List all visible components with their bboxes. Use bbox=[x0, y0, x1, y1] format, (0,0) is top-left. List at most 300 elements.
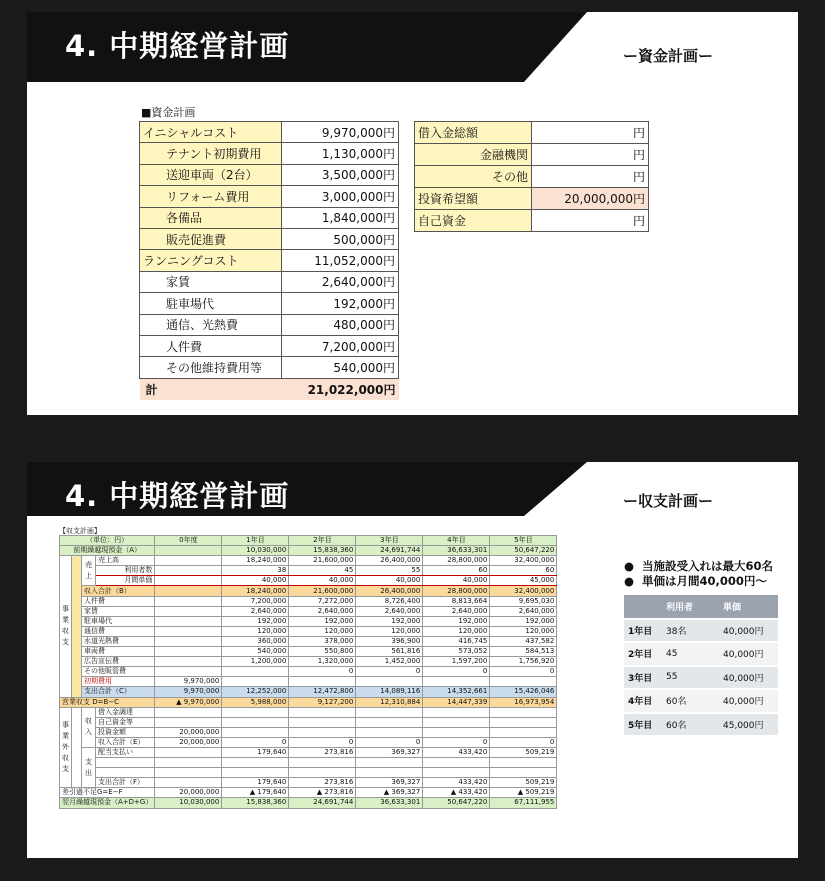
value-cell: 50,647,220 bbox=[423, 798, 490, 808]
value-cell bbox=[490, 758, 557, 768]
slide-title: 4. 中期経営計画 bbox=[65, 29, 290, 63]
funding-label: その他 bbox=[415, 166, 532, 188]
table-row bbox=[60, 556, 557, 566]
row-label: 月間単価 bbox=[96, 576, 155, 586]
row-label: 翌月繰越現預金（A+D+G） bbox=[60, 798, 155, 808]
value-cell bbox=[222, 707, 289, 717]
table-row bbox=[140, 293, 399, 314]
value-cell: 120,000 bbox=[490, 626, 557, 636]
cost-label: ランニングコスト bbox=[140, 250, 282, 271]
table-row bbox=[415, 188, 649, 210]
value-cell bbox=[356, 677, 423, 687]
funding-label: 自己資金 bbox=[415, 210, 532, 232]
column-header: 3年目 bbox=[356, 536, 423, 546]
value-cell: 24,691,744 bbox=[289, 798, 356, 808]
table-row bbox=[624, 713, 778, 737]
value-cell bbox=[356, 717, 423, 727]
value-cell: ▲ 9,970,000 bbox=[155, 697, 222, 707]
value-cell bbox=[222, 667, 289, 677]
value-cell: 179,640 bbox=[222, 747, 289, 757]
value-cell bbox=[155, 667, 222, 677]
value-cell: 2,640,000 bbox=[222, 606, 289, 616]
table-row bbox=[140, 164, 399, 185]
cost-label: テナント初期費用 bbox=[140, 143, 282, 164]
value-cell: 14,352,661 bbox=[423, 687, 490, 697]
value-cell: 20,000,000 bbox=[155, 788, 222, 798]
value-cell bbox=[490, 707, 557, 717]
total-label: 計 bbox=[140, 378, 282, 399]
funding-value: 円 bbox=[532, 166, 649, 188]
side-label-income: 収入 bbox=[82, 707, 96, 747]
value-cell: 7,272,000 bbox=[289, 596, 356, 606]
value-cell: 12,252,000 bbox=[222, 687, 289, 697]
value-cell bbox=[155, 647, 222, 657]
total-value: 21,022,000円 bbox=[282, 378, 399, 399]
value-cell: 60 bbox=[490, 566, 557, 576]
value-cell bbox=[155, 747, 222, 757]
value-cell bbox=[289, 758, 356, 768]
value-cell bbox=[289, 727, 356, 737]
value-cell: 0 bbox=[356, 667, 423, 677]
row-label: 駐車場代 bbox=[82, 616, 155, 626]
side-color bbox=[72, 556, 82, 697]
table-cell: 60名 bbox=[662, 713, 719, 737]
section-label: ■資金計画 bbox=[141, 106, 196, 119]
slide-title: 4. 中期経営計画 bbox=[65, 479, 290, 513]
side-label-business: 事業収支 bbox=[60, 556, 72, 697]
table-row bbox=[140, 122, 399, 143]
table-cell: 3年目 bbox=[624, 666, 662, 690]
value-cell: 40,000 bbox=[289, 576, 356, 586]
table-row bbox=[140, 357, 399, 378]
value-cell: 1,200,000 bbox=[222, 657, 289, 667]
cost-value: 480,000円 bbox=[282, 314, 399, 335]
value-cell: 584,513 bbox=[490, 647, 557, 657]
table-row bbox=[624, 642, 778, 666]
table-cell: 55 bbox=[662, 666, 719, 690]
table-row bbox=[415, 166, 649, 188]
table-cell: 60名 bbox=[662, 689, 719, 713]
table-row bbox=[140, 314, 399, 335]
value-cell: 38 bbox=[222, 566, 289, 576]
cost-label: 人件費 bbox=[140, 335, 282, 356]
value-cell bbox=[222, 758, 289, 768]
value-cell: 561,816 bbox=[356, 647, 423, 657]
table-row bbox=[60, 798, 557, 808]
table-cell: 4年目 bbox=[624, 689, 662, 713]
value-cell bbox=[490, 727, 557, 737]
column-header: 2年目 bbox=[289, 536, 356, 546]
value-cell: 9,970,000 bbox=[155, 677, 222, 687]
value-cell: 369,327 bbox=[356, 747, 423, 757]
funding-value: 20,000,000円 bbox=[532, 188, 649, 210]
value-cell: 20,000,000 bbox=[155, 727, 222, 737]
value-cell bbox=[490, 677, 557, 687]
table-row bbox=[60, 768, 557, 778]
row-label bbox=[96, 758, 155, 768]
value-cell: 0 bbox=[289, 667, 356, 677]
table-row bbox=[60, 536, 557, 546]
table-row bbox=[60, 758, 557, 768]
table-row bbox=[60, 697, 557, 707]
value-cell bbox=[289, 707, 356, 717]
value-cell: 0 bbox=[222, 737, 289, 747]
column-header: 0年度 bbox=[155, 536, 222, 546]
funding-label: 金融機関 bbox=[415, 144, 532, 166]
column-header: 利用者 bbox=[662, 595, 719, 619]
column-header: 5年目 bbox=[490, 536, 557, 546]
cost-label: イニシャルコスト bbox=[140, 122, 282, 143]
bullet-text: 単価は月間40,000円〜 bbox=[642, 574, 767, 588]
value-cell: 1,320,000 bbox=[289, 657, 356, 667]
side-label-nonop: 事業外収支 bbox=[60, 707, 72, 788]
value-cell bbox=[155, 586, 222, 596]
value-cell: 2,640,000 bbox=[490, 606, 557, 616]
value-cell bbox=[155, 576, 222, 586]
table-row bbox=[415, 210, 649, 232]
slide-subtitle: ー資金計画ー bbox=[623, 47, 714, 65]
value-cell: ▲ 179,640 bbox=[222, 788, 289, 798]
row-label: 支出合計（C） bbox=[82, 687, 155, 697]
cost-value: 540,000円 bbox=[282, 357, 399, 378]
table-row bbox=[60, 778, 557, 788]
value-cell: 15,426,046 bbox=[490, 687, 557, 697]
funding-value: 円 bbox=[532, 210, 649, 232]
value-cell: 14,089,116 bbox=[356, 687, 423, 697]
table-row bbox=[140, 186, 399, 207]
value-cell: ▲ 273,816 bbox=[289, 788, 356, 798]
value-cell: 0 bbox=[423, 667, 490, 677]
value-cell: 2,640,000 bbox=[423, 606, 490, 616]
value-cell: 179,640 bbox=[222, 778, 289, 788]
cost-value: 9,970,000円 bbox=[282, 122, 399, 143]
value-cell bbox=[356, 727, 423, 737]
cost-label: 送迎車両（2台） bbox=[140, 164, 282, 185]
side-spacer bbox=[72, 707, 82, 788]
side-label-expense: 支出 bbox=[82, 747, 96, 787]
value-cell bbox=[155, 768, 222, 778]
cost-value: 192,000円 bbox=[282, 293, 399, 314]
funding-table bbox=[414, 121, 649, 232]
value-cell bbox=[289, 677, 356, 687]
row-label: 通信費 bbox=[82, 626, 155, 636]
value-cell: 192,000 bbox=[289, 616, 356, 626]
table-row bbox=[60, 647, 557, 657]
value-cell: 120,000 bbox=[289, 626, 356, 636]
table-cell: 40,000円 bbox=[719, 619, 778, 643]
value-cell bbox=[155, 596, 222, 606]
bullet-item: ● 当施設受入れは最大60名 bbox=[624, 559, 774, 573]
table-cell: 45 bbox=[662, 642, 719, 666]
value-cell: 32,400,000 bbox=[490, 586, 557, 596]
value-cell: 550,800 bbox=[289, 647, 356, 657]
value-cell bbox=[155, 717, 222, 727]
value-cell: 0 bbox=[356, 737, 423, 747]
table-row bbox=[415, 144, 649, 166]
funding-value: 円 bbox=[532, 122, 649, 144]
cost-table bbox=[139, 121, 399, 400]
value-cell bbox=[155, 556, 222, 566]
value-cell: 21,600,000 bbox=[289, 556, 356, 566]
row-label: 配当支払い bbox=[96, 747, 155, 757]
table-row bbox=[140, 250, 399, 271]
value-cell bbox=[289, 717, 356, 727]
table-row bbox=[60, 636, 557, 646]
income-plan-table bbox=[59, 535, 557, 809]
value-cell: 433,420 bbox=[423, 778, 490, 788]
value-cell: 16,973,954 bbox=[490, 697, 557, 707]
bullet-text: 当施設受入れは最大60名 bbox=[642, 559, 774, 573]
value-cell: 192,000 bbox=[356, 616, 423, 626]
value-cell bbox=[155, 758, 222, 768]
row-label: 売上高 bbox=[96, 556, 155, 566]
table-row bbox=[60, 737, 557, 747]
value-cell bbox=[155, 606, 222, 616]
value-cell bbox=[356, 707, 423, 717]
table-cell: 40,000円 bbox=[719, 666, 778, 690]
table-row bbox=[140, 228, 399, 249]
column-header: 4年目 bbox=[423, 536, 490, 546]
value-cell: 0 bbox=[490, 667, 557, 677]
table-row bbox=[624, 689, 778, 713]
table-cell: 38名 bbox=[662, 619, 719, 643]
side-label-sales: 売上 bbox=[82, 556, 96, 586]
value-cell: 67,111,955 bbox=[490, 798, 557, 808]
table-row bbox=[60, 586, 557, 596]
value-cell: 192,000 bbox=[222, 616, 289, 626]
value-cell: 60 bbox=[423, 566, 490, 576]
table-row bbox=[60, 677, 557, 687]
value-cell: 273,816 bbox=[289, 747, 356, 757]
value-cell: 15,838,360 bbox=[289, 546, 356, 556]
value-cell: 15,838,360 bbox=[222, 798, 289, 808]
table-cell: 2年目 bbox=[624, 642, 662, 666]
value-cell: 120,000 bbox=[356, 626, 423, 636]
cost-label: 各備品 bbox=[140, 207, 282, 228]
column-header bbox=[624, 595, 662, 619]
table-cell: 1年目 bbox=[624, 619, 662, 643]
value-cell: 396,900 bbox=[356, 636, 423, 646]
column-header: （単位：円） bbox=[60, 536, 155, 546]
table-row bbox=[60, 657, 557, 667]
value-cell: 416,745 bbox=[423, 636, 490, 646]
value-cell bbox=[155, 707, 222, 717]
slide-income-plan bbox=[27, 462, 798, 858]
value-cell: 18,240,000 bbox=[222, 556, 289, 566]
table-row bbox=[140, 271, 399, 292]
value-cell bbox=[289, 768, 356, 778]
cost-value: 3,500,000円 bbox=[282, 164, 399, 185]
row-label: 初期費用 bbox=[82, 677, 155, 687]
table-row bbox=[60, 616, 557, 626]
value-cell: 40,000 bbox=[222, 576, 289, 586]
table-row bbox=[60, 687, 557, 697]
value-cell: 50,647,220 bbox=[490, 546, 557, 556]
value-cell bbox=[222, 768, 289, 778]
table-row bbox=[60, 788, 557, 798]
value-cell: ▲ 509,219 bbox=[490, 788, 557, 798]
row-label bbox=[96, 768, 155, 778]
row-label: 借入金調達 bbox=[96, 707, 155, 717]
value-cell: 433,420 bbox=[423, 747, 490, 757]
row-label: 支出合計（F） bbox=[96, 778, 155, 788]
row-label: 水道光熱費 bbox=[82, 636, 155, 646]
row-label: 営業収支 D=B−C bbox=[60, 697, 155, 707]
value-cell bbox=[423, 727, 490, 737]
value-cell: 5,988,000 bbox=[222, 697, 289, 707]
value-cell: 360,000 bbox=[222, 636, 289, 646]
funding-label: 借入金総額 bbox=[415, 122, 532, 144]
value-cell: 192,000 bbox=[423, 616, 490, 626]
value-cell: 369,327 bbox=[356, 778, 423, 788]
value-cell bbox=[423, 717, 490, 727]
value-cell: 273,816 bbox=[289, 778, 356, 788]
value-cell: 32,400,000 bbox=[490, 556, 557, 566]
value-cell: ▲ 369,327 bbox=[356, 788, 423, 798]
value-cell: 10,030,000 bbox=[155, 798, 222, 808]
slide-funding-plan bbox=[27, 12, 798, 415]
cost-label: リフォーム費用 bbox=[140, 186, 282, 207]
column-header: 1年目 bbox=[222, 536, 289, 546]
value-cell: 0 bbox=[423, 737, 490, 747]
value-cell: 40,000 bbox=[423, 576, 490, 586]
value-cell bbox=[155, 546, 222, 556]
value-cell: 12,472,800 bbox=[289, 687, 356, 697]
value-cell: 509,219 bbox=[490, 778, 557, 788]
row-label: 自己資金等 bbox=[96, 717, 155, 727]
cost-label: 販売促進費 bbox=[140, 228, 282, 249]
value-cell: 36,633,301 bbox=[356, 798, 423, 808]
value-cell: 0 bbox=[490, 737, 557, 747]
table-row bbox=[60, 626, 557, 636]
table-cell: 40,000円 bbox=[719, 689, 778, 713]
table-row bbox=[60, 747, 557, 757]
table-row bbox=[140, 378, 399, 399]
value-cell: 55 bbox=[356, 566, 423, 576]
value-cell: 7,200,000 bbox=[222, 596, 289, 606]
cost-value: 500,000円 bbox=[282, 228, 399, 249]
cost-label: その他維持費用等 bbox=[140, 357, 282, 378]
value-cell: 120,000 bbox=[222, 626, 289, 636]
column-header: 単価 bbox=[719, 595, 778, 619]
table-row bbox=[624, 619, 778, 643]
value-cell: 1,756,920 bbox=[490, 657, 557, 667]
value-cell: 192,000 bbox=[490, 616, 557, 626]
table-row bbox=[60, 596, 557, 606]
value-cell: 8,813,664 bbox=[423, 596, 490, 606]
value-cell: 40,000 bbox=[356, 576, 423, 586]
row-label: 家賃 bbox=[82, 606, 155, 616]
cost-value: 7,200,000円 bbox=[282, 335, 399, 356]
value-cell bbox=[356, 768, 423, 778]
value-cell bbox=[155, 778, 222, 788]
row-label: その他販管費 bbox=[82, 667, 155, 677]
value-cell: 378,000 bbox=[289, 636, 356, 646]
value-cell: 20,000,000 bbox=[155, 737, 222, 747]
value-cell: 8,726,400 bbox=[356, 596, 423, 606]
cost-label: 家賃 bbox=[140, 271, 282, 292]
table-cell: 45,000円 bbox=[719, 713, 778, 737]
table-row bbox=[60, 707, 557, 717]
value-cell: 28,800,000 bbox=[423, 586, 490, 596]
cost-label: 駐車場代 bbox=[140, 293, 282, 314]
table-row bbox=[60, 566, 557, 576]
row-label: 収入合計（B） bbox=[82, 586, 155, 596]
value-cell bbox=[155, 636, 222, 646]
table-row bbox=[60, 727, 557, 737]
cost-label: 通信、光熱費 bbox=[140, 314, 282, 335]
cost-value: 1,840,000円 bbox=[282, 207, 399, 228]
value-cell: 540,000 bbox=[222, 647, 289, 657]
table-row bbox=[140, 143, 399, 164]
value-cell: 12,310,884 bbox=[356, 697, 423, 707]
value-cell: 45 bbox=[289, 566, 356, 576]
funding-label: 投資希望額 bbox=[415, 188, 532, 210]
value-cell bbox=[155, 626, 222, 636]
slide-separator bbox=[0, 415, 825, 462]
value-cell: 437,582 bbox=[490, 636, 557, 646]
value-cell bbox=[222, 717, 289, 727]
table-row bbox=[140, 335, 399, 356]
row-label: 前期繰越現預金（A） bbox=[60, 546, 155, 556]
value-cell bbox=[423, 758, 490, 768]
row-label: 利用者数 bbox=[96, 566, 155, 576]
value-cell: 9,127,200 bbox=[289, 697, 356, 707]
funding-value: 円 bbox=[532, 144, 649, 166]
table-row bbox=[624, 595, 778, 619]
value-cell bbox=[222, 677, 289, 687]
value-cell: 2,640,000 bbox=[356, 606, 423, 616]
value-cell bbox=[423, 707, 490, 717]
table-cell: 40,000円 bbox=[719, 642, 778, 666]
table-row bbox=[140, 207, 399, 228]
year-summary-table bbox=[624, 595, 778, 737]
table-row bbox=[60, 717, 557, 727]
value-cell: 24,691,744 bbox=[356, 546, 423, 556]
value-cell: 1,452,000 bbox=[356, 657, 423, 667]
value-cell bbox=[423, 768, 490, 778]
value-cell bbox=[155, 657, 222, 667]
value-cell: 2,640,000 bbox=[289, 606, 356, 616]
row-label: 人件費 bbox=[82, 596, 155, 606]
value-cell: 21,600,000 bbox=[289, 586, 356, 596]
value-cell bbox=[423, 677, 490, 687]
cost-value: 2,640,000円 bbox=[282, 271, 399, 292]
row-label: 投資金額 bbox=[96, 727, 155, 737]
value-cell: 10,030,000 bbox=[222, 546, 289, 556]
value-cell: 1,597,200 bbox=[423, 657, 490, 667]
table-row bbox=[415, 122, 649, 144]
value-cell: 120,000 bbox=[423, 626, 490, 636]
row-label: 差引過不足G=E−F bbox=[60, 788, 155, 798]
value-cell bbox=[356, 758, 423, 768]
table-row bbox=[60, 576, 557, 586]
value-cell: 26,400,000 bbox=[356, 556, 423, 566]
value-cell bbox=[155, 616, 222, 626]
table-cell: 5年目 bbox=[624, 713, 662, 737]
value-cell bbox=[490, 717, 557, 727]
value-cell: 573,052 bbox=[423, 647, 490, 657]
table-row bbox=[624, 666, 778, 690]
row-label: 車両費 bbox=[82, 647, 155, 657]
slide-subtitle: ー収支計画ー bbox=[623, 492, 714, 510]
value-cell: 36,633,301 bbox=[423, 546, 490, 556]
value-cell: 509,219 bbox=[490, 747, 557, 757]
value-cell: 9,695,030 bbox=[490, 596, 557, 606]
cost-value: 1,130,000円 bbox=[282, 143, 399, 164]
value-cell bbox=[490, 768, 557, 778]
value-cell: 18,240,000 bbox=[222, 586, 289, 596]
